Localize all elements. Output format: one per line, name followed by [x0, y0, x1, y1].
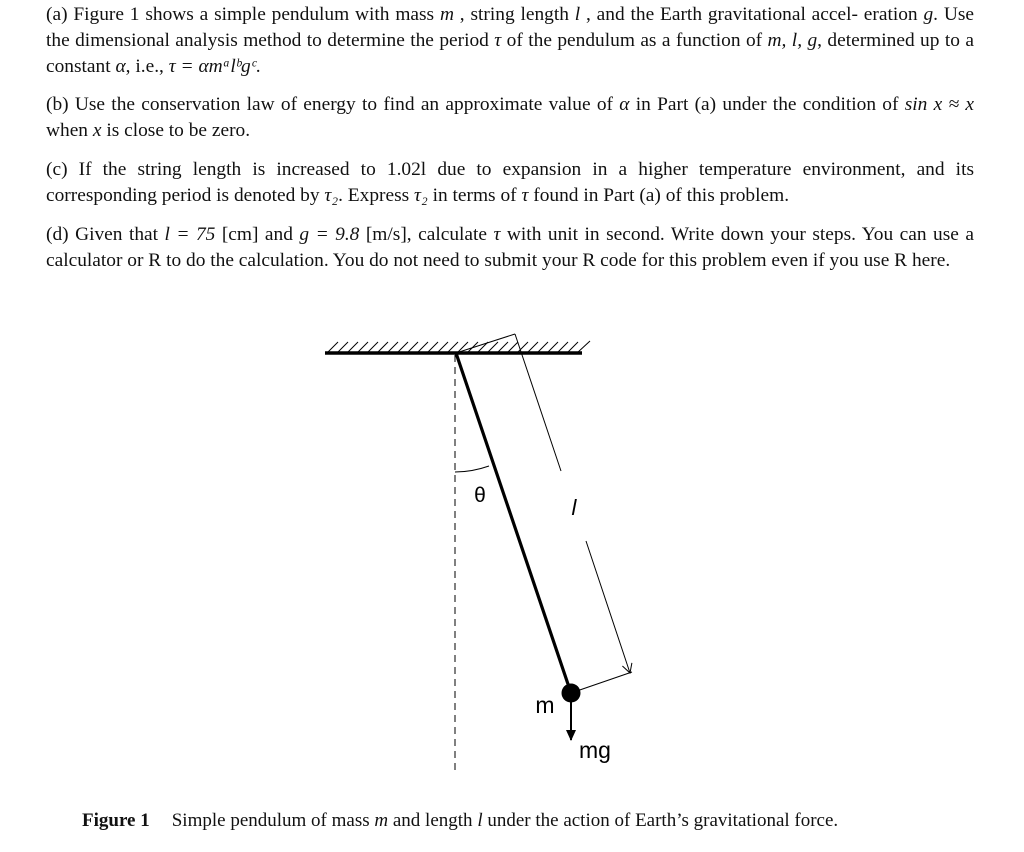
- problem-part-c: (c) If the string length is increased to 1.02l due to expansion in a higher temperature environment, and its corresponding period is denoted by τ₂. Express τ₂ in terms of τ found in Part (a) of this problem.: [46, 159, 974, 206]
- length-dimension: [456, 334, 632, 693]
- force-label: mg: [579, 737, 611, 763]
- length-label: l: [571, 495, 577, 520]
- theta-label: θ: [474, 484, 486, 507]
- problem-part-b: (b) Use the conservation law of energy to find an approximate value of α in Part (a) under the condition of sin x ≈ x when x is close to be zero.: [46, 94, 974, 141]
- pendulum-string: [456, 353, 571, 693]
- theta-angle-arc: [455, 466, 489, 472]
- ceiling-hatching: [327, 341, 590, 353]
- problem-part-d: (d) Given that l = 75 [cm] and g = 9.8 [m/s], calculate τ with unit in second. Write down your steps. You can use a calculator or R to do the calculation. You do not need to submit your R code for this problem even if you use R here.: [46, 224, 974, 271]
- problem-part-a: (a) Figure 1 shows a simple pendulum with mass m , string length l , and the Earth gravitational accel- eration g. Use the dimensional analysis method to determine the period τ of the pendulum as a function of m, l, g, determined up to a constant α, i.e., τ = αmᵃlᵇgᶜ.: [46, 4, 974, 77]
- figure-caption-label: Figure 1: [82, 810, 150, 831]
- mass-label: m: [535, 692, 555, 718]
- figure-caption: Figure 1 Simple pendulum of mass m and length l under the action of Earth’s gravitational force.: [82, 810, 839, 831]
- pendulum-bob: [562, 684, 581, 703]
